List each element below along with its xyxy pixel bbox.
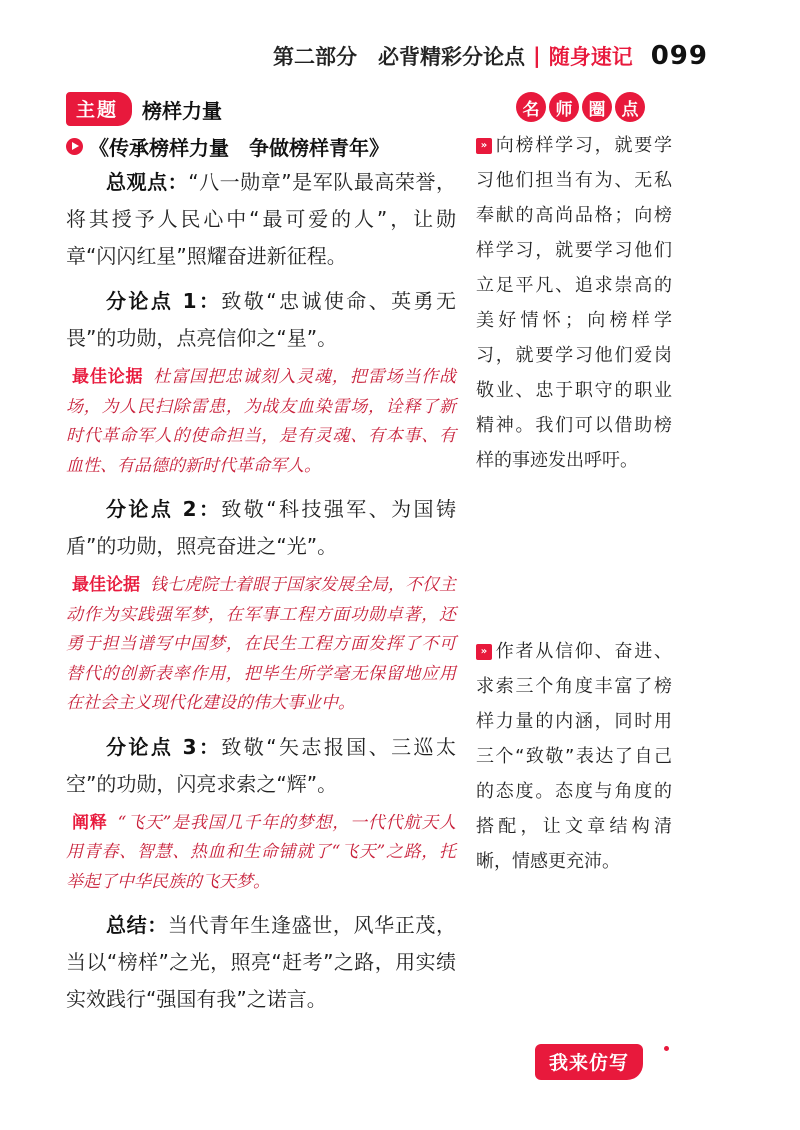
topic-tag: 主题 <box>66 92 132 126</box>
sidebar-note-2-text: 作者从信仰、奋进、求索三个角度丰富了榜样力量的内涵，同时用三个“致敬”表达了自己的态度。态度与角度的搭配，让文章结构清晰，情感更充沛。 <box>476 641 672 872</box>
badge-char: 名 <box>516 92 546 122</box>
point1-label: 分论点 1： <box>106 289 222 313</box>
explain-text: “飞天”是我国几千年的梦想，一代代航天人用青春、智慧、热血和生命铺就了“飞天”之路，托举起了中华民族的飞天梦。 <box>66 812 457 892</box>
article-title-text: 《传承榜样力量 争做榜样青年》 <box>89 136 389 160</box>
point1-text: 致敬“忠诚使命、英勇无畏”的功勋，点亮信仰之“星”。 <box>66 289 456 350</box>
point1-paragraph <box>66 283 456 357</box>
evidence2-note <box>66 571 456 719</box>
main-column <box>66 162 456 1018</box>
section-title: 第二部分 必背精彩分论点 <box>273 45 526 69</box>
pen-icon <box>664 1046 669 1051</box>
brand-label: 随身速记 <box>548 45 633 69</box>
point2-text: 致敬“科技强军、为国铸盾”的功勋，照亮奋进之“光”。 <box>66 497 456 558</box>
page-header <box>273 36 708 76</box>
article-title <box>66 132 389 161</box>
sidebar-note-1 <box>476 128 672 478</box>
explain-label: 阐释 <box>72 812 108 833</box>
evidence2-label: 最佳论据 <box>72 575 140 595</box>
overview-text: “八一勋章”是军队最高荣誉，将其授予人民心中“最可爱的人”，让勋章“闪闪红星”照耀奋进新征程。 <box>66 170 456 268</box>
point3-paragraph <box>66 729 456 803</box>
evidence2-text: 钱七虎院士着眼于国家发展全局，不仅主动作为实践强军梦，在军事工程方面功勋卓著，还勇于担当谱写中国梦，在民生工程方面发挥了不可替代的创新表率作用，把毕生所学毫无保留地应用在社会主义现代化建设的伟大事业中。 <box>66 575 456 713</box>
teacher-notes-badge <box>516 92 645 122</box>
play-arrow-icon <box>66 138 83 155</box>
summary-text: 当代青年生逢盛世，风华正茂，当以“榜样”之光，照亮“赶考”之路，用实绩实效践行“强国有我”之诺言。 <box>66 913 456 1011</box>
evidence1-text: 杜富国把忠诚刻入灵魂，把雷场当作战场，为人民扫除雷患，为战友血染雷场，诠释了新时代革命军人的使命担当，是有灵魂、有本事、有血性、有品德的新时代革命军人。 <box>66 367 457 476</box>
badge-char: 圈 <box>582 92 612 122</box>
summary-label: 总结： <box>106 913 168 937</box>
topic-row <box>66 92 222 126</box>
explain-note <box>66 809 456 898</box>
overview-label: 总观点： <box>106 170 189 194</box>
overview-paragraph <box>66 164 456 275</box>
point2-paragraph <box>66 491 456 565</box>
double-arrow-icon: » <box>476 644 492 660</box>
badge-char: 点 <box>615 92 645 122</box>
evidence1-label: 最佳论据 <box>72 367 144 387</box>
double-arrow-icon: » <box>476 138 492 154</box>
header-separator: | <box>533 44 541 68</box>
point2-label: 分论点 2： <box>106 497 222 521</box>
point3-text: 致敬“矢志报国、三巡太空”的功勋，闪亮求索之“辉”。 <box>66 734 456 796</box>
imitate-writing-button[interactable]: 我来仿写 <box>535 1044 643 1080</box>
topic-title: 榜样力量 <box>142 98 223 123</box>
sidebar-note-1-text: 向榜样学习，就要学习他们担当有为、无私奉献的高尚品格；向榜样学习，就要学习他们立足平凡、追求崇高的美好情怀；向榜样学习，就要学习他们爱岗敬业、忠于职守的职业精神。我们可以借助榜样的事迹发出呼吁。 <box>476 135 672 471</box>
badge-char: 师 <box>549 92 579 122</box>
summary-paragraph <box>66 907 456 1018</box>
sidebar-note-2 <box>476 634 672 879</box>
point3-label: 分论点 3： <box>106 734 222 759</box>
page-number: 099 <box>650 41 708 71</box>
evidence1-note <box>66 363 456 481</box>
